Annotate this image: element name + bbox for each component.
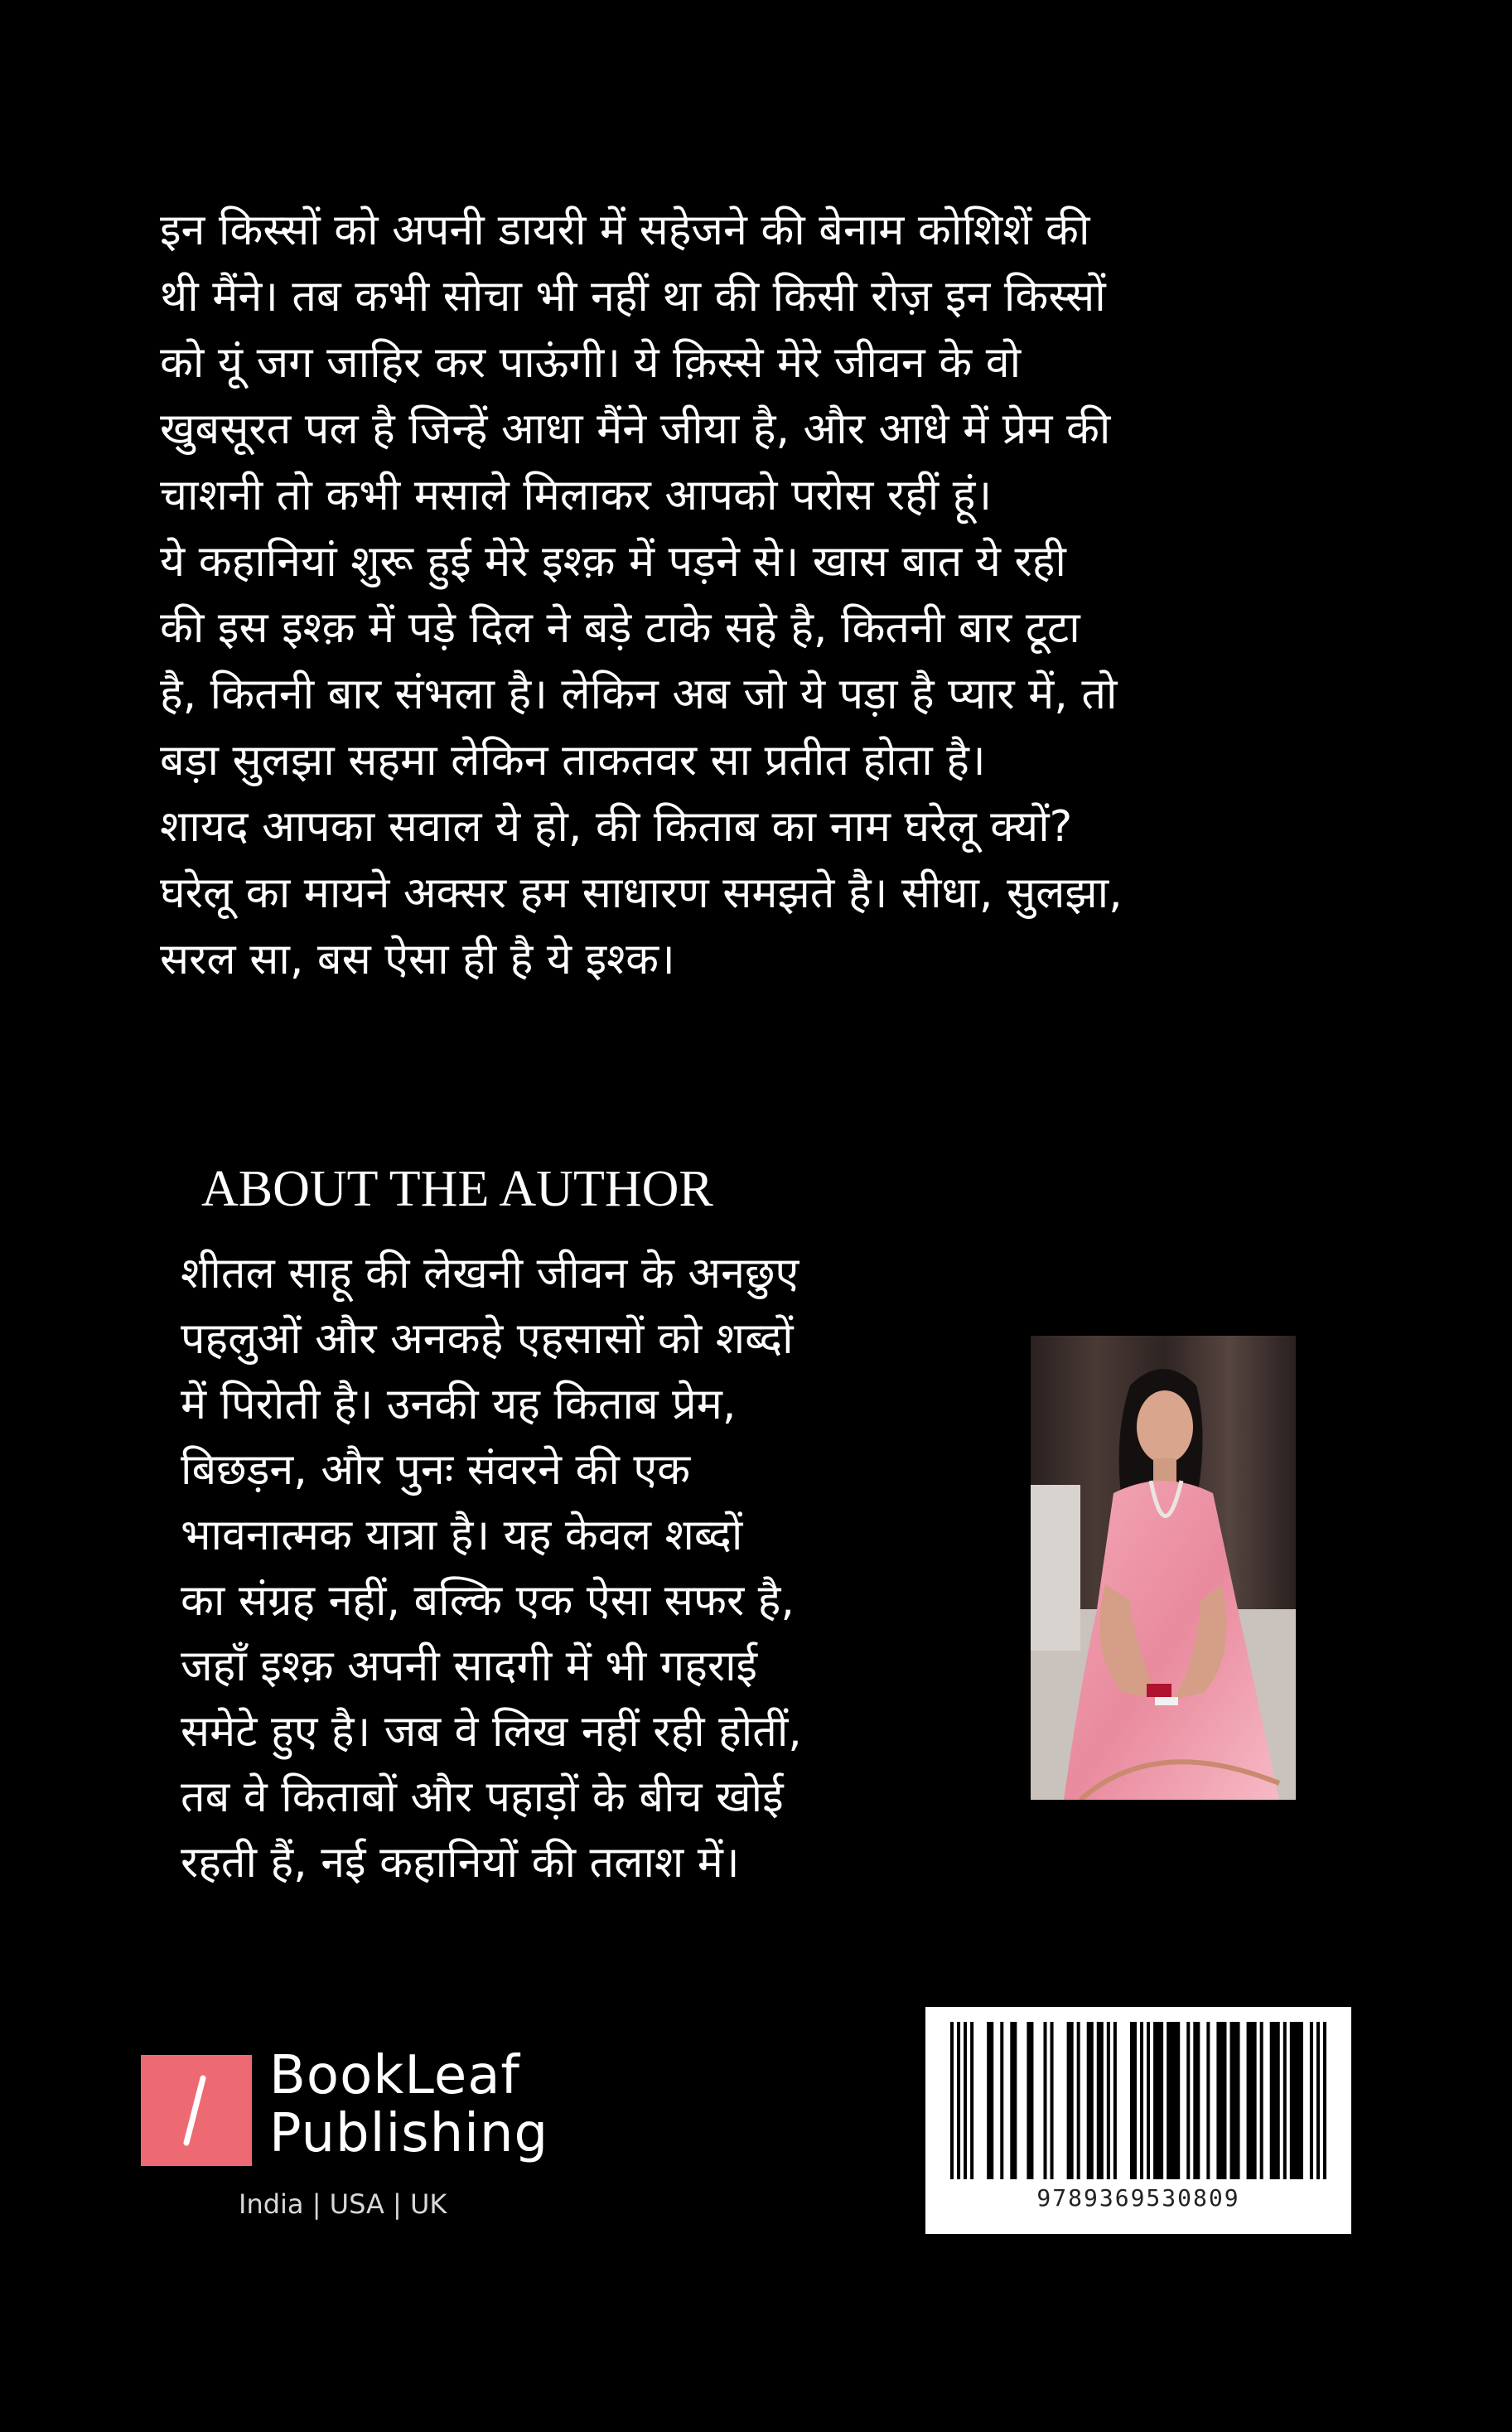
isbn-number: 9789369530809 (1036, 2184, 1240, 2212)
blurb-line: थी मैंने। तब कभी सोचा भी नहीं था की किसी रोज़ इन किस्सों (160, 272, 1106, 322)
bio-line: पहलुओं और अनकहे एहसासों को शब्दों (181, 1314, 794, 1364)
blurb-line: चाशनी तो कभी मसाले मिलाकर आपको परोस रहीं हूं। (160, 471, 993, 520)
about-author-heading: ABOUT THE AUTHOR (201, 1161, 713, 1217)
publisher-logo-icon (141, 2055, 252, 2166)
bio-line: बिछड़न, और पुनः संवरने की एक (181, 1445, 691, 1495)
barcode-bar (1310, 2022, 1313, 2179)
barcode-bar (1051, 2022, 1054, 2179)
barcode-bar (1107, 2022, 1110, 2179)
barcode-bar (970, 2022, 973, 2179)
barcode-bar (1247, 2022, 1257, 2179)
barcode-bar (1000, 2022, 1003, 2179)
barcode-bars (950, 2022, 1326, 2179)
blurb-line: शायद आपका सवाल ये हो, की किताब का नाम घरेलू क्यों? (160, 802, 1073, 852)
barcode-bar (1216, 2022, 1226, 2179)
barcode-bar (1067, 2022, 1074, 2179)
barcode-bar (1290, 2022, 1303, 2179)
barcode-bar (1283, 2022, 1287, 2179)
author-bio (181, 1241, 968, 1896)
barcode-bar (1113, 2022, 1117, 2179)
barcode-bar (1206, 2022, 1210, 2179)
blurb-line: घरेलू का मायने अक्सर हम साधारण समझते है। सीधा, सुलझा, (160, 868, 1123, 918)
bio-line: रहती हैं, नई कहानियों की तलाश में। (181, 1838, 740, 1888)
bio-line: जहाँ इश्क़ अपनी सादगी में भी गहराई (181, 1641, 758, 1691)
blurb-line: ये कहानियां शुरू हुई मेरे इश्क़ में पड़ने से। खास बात ये रही (160, 537, 1066, 587)
barcode-bar (1044, 2022, 1047, 2179)
barcode-bar (1323, 2022, 1326, 2179)
blurb-line: की इस इश्क़ में पड़े दिल ने बड़े टाके सहे है, कितनी बार टूटा (160, 603, 1080, 653)
blurb-line: है, कितनी बार संभला है। लेकिन अब जो ये पड़ा है प्यार में, तो (160, 670, 1118, 719)
barcode-bar (1193, 2022, 1200, 2179)
author-photo-illustration (1031, 1336, 1296, 1800)
barcode-bar (950, 2022, 954, 2179)
barcode-bar (1130, 2022, 1137, 2179)
blurb-line: इन किस्सों को अपनी डायरी में सहेजने की बेनाम कोशिशें की (160, 205, 1090, 255)
barcode-bar (1316, 2022, 1320, 2179)
bio-line: में पिरोती है। उनकी यह किताब प्रेम, (181, 1380, 737, 1429)
barcode-bar (957, 2022, 960, 2179)
barcode-bar (1153, 2022, 1163, 2179)
barcode-bar (1027, 2022, 1033, 2179)
barcode-bar (1010, 2022, 1017, 2179)
barcode-bar (1167, 2022, 1180, 2179)
blurb (160, 197, 1336, 993)
bio-line: समेटे हुए है। जब वे लिख नहीं रही होतीं, (181, 1707, 802, 1757)
barcode (925, 2007, 1351, 2234)
barcode-bar (1147, 2022, 1150, 2179)
bio-line: भावनात्मक यात्रा है। यह केवल शब्दों (181, 1511, 743, 1560)
publisher-name: BookLeaf (269, 2045, 520, 2106)
barcode-bar (1140, 2022, 1143, 2179)
barcode-bar (1097, 2022, 1104, 2179)
blurb-line: खुबसूरत पल है जिन्हें आधा मैंने जीया है, और आधे में प्रेम की (160, 404, 1111, 454)
barcode-bar (1077, 2022, 1080, 2179)
bio-line: शीतल साहू की लेखनी जीवन के अनछुए (181, 1249, 799, 1298)
barcode-bar (1229, 2022, 1239, 2179)
barcode-bar (987, 2022, 993, 2179)
publisher-name-line2: Publishing (269, 2103, 549, 2164)
barcode-bar (1260, 2022, 1263, 2179)
publisher-block (141, 2045, 572, 2242)
bio-line: तब वे किताबों और पहाड़ों के बीच खोई (181, 1772, 784, 1822)
blurb-line: को यूं जग जाहिर कर पाऊंगी। ये क़िस्से मेरे जीवन के वो (160, 338, 1022, 388)
blurb-line: सरल सा, बस ऐसा ही है ये इश्क। (160, 935, 675, 984)
publisher-regions: India | USA | UK (239, 2188, 447, 2220)
bio-line: का संग्रह नहीं, बल्कि एक ऐसा सफर है, (181, 1576, 795, 1626)
barcode-bar (964, 2022, 967, 2179)
barcode-bar (1186, 2022, 1190, 2179)
author-photo (1031, 1336, 1296, 1800)
barcode-bar (1270, 2022, 1280, 2179)
blurb-line: बड़ा सुलझा सहमा लेकिन ताकतवर सा प्रतीत होता है। (160, 736, 986, 786)
barcode-bar (1087, 2022, 1094, 2179)
